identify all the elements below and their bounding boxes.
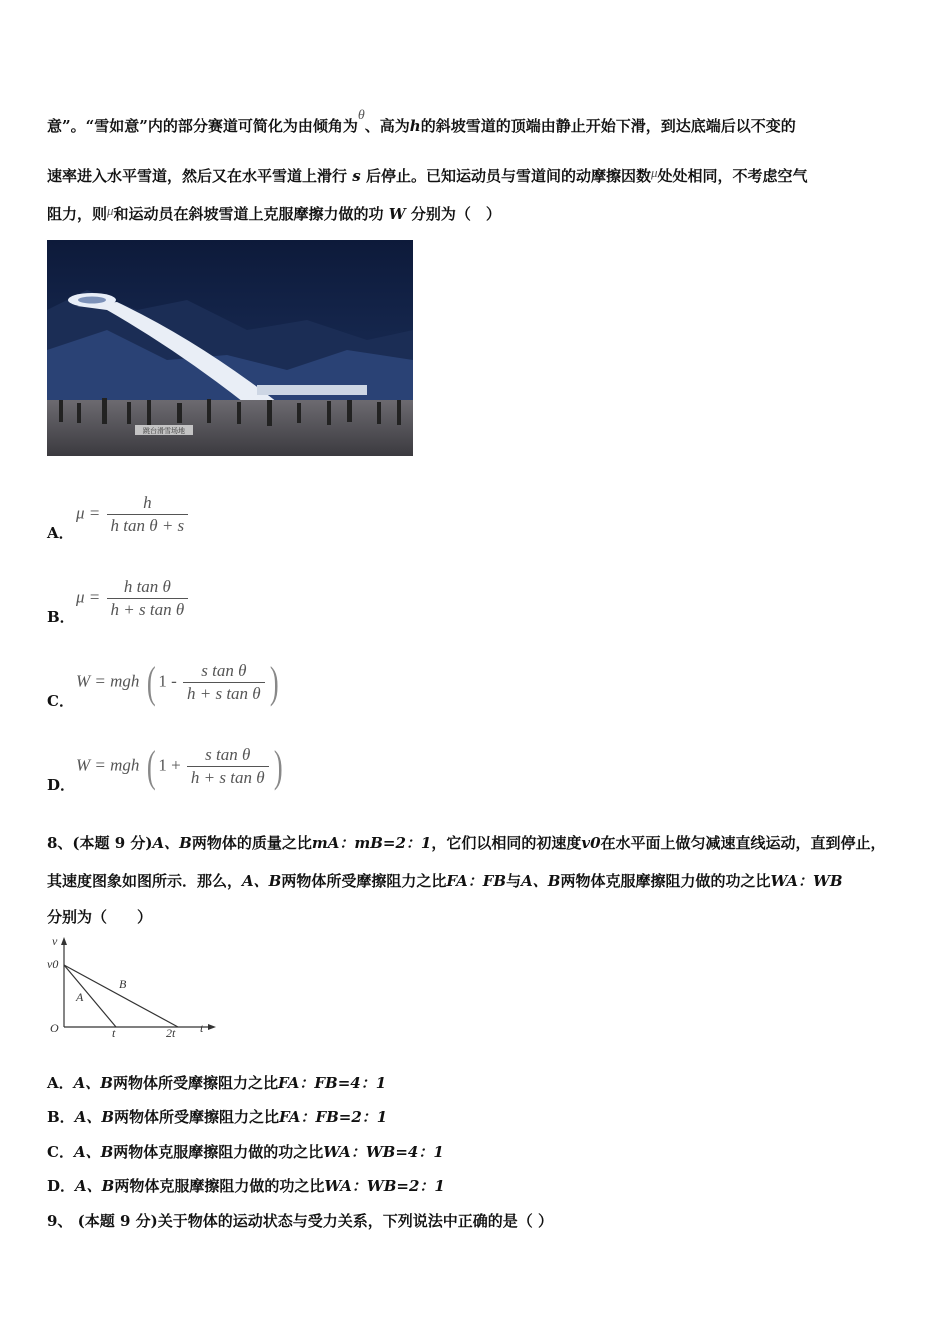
- line-a: [64, 965, 116, 1027]
- theta-symbol: θ: [357, 108, 365, 123]
- q8-stem-line2: 其速度图象如图所示．那么，A、B两物体所受摩擦阻力之比FA：FB与A、B两物体克服摩擦阻力做的功之比WA：WB: [47, 872, 843, 890]
- mu-symbol-2: μ: [107, 203, 114, 218]
- photo-caption: 跳台滑雪场地: [143, 427, 185, 435]
- q8-stem-line3: 分别为（ ）: [47, 908, 153, 926]
- q7-option-b-formula: μ = $\frac{\text{h tan θ}}{\text{h + s tan θ}}$: [76, 576, 190, 621]
- tick-t: t: [112, 1026, 116, 1040]
- q8-option-b: B．A、B两物体所受摩擦阻力之比FA：FB=2：1: [47, 1108, 388, 1126]
- q7-option-c-formula: W = mgh ( 1 - $\frac{\text{s tan θ}}{\text{h + s tan θ}}$ ): [76, 657, 279, 707]
- q7-option-b-label: B．: [47, 608, 75, 626]
- q7-option-a-label: A．: [47, 524, 74, 542]
- q7-option-c-label: C．: [47, 692, 74, 710]
- origin-label: O: [50, 1021, 59, 1035]
- q7-stem-line2: 速率进入水平雪道，然后又在水平雪道上滑行 s 后停止。已知运动员与雪道间的动摩擦因数μ处处相同，不考虑空气: [47, 165, 808, 185]
- q7-option-a-formula: μ = $\frac{h}{\text{h tan θ + s}}$: [76, 492, 190, 537]
- q7-option-d-label: D．: [47, 776, 76, 794]
- label-b: B: [119, 977, 127, 991]
- q9-stem: 9、 (本题 9 分)关于物体的运动状态与受力关系，下列说法中正确的是（ ）: [47, 1212, 553, 1230]
- q8-option-c: C．A、B两物体克服摩擦阻力做的功之比WA：WB=4：1: [47, 1143, 444, 1161]
- q7-option-d-formula: W = mgh ( 1 + $\frac{\text{s tan θ}}{\text{h + s tan θ}}$ ): [76, 741, 283, 791]
- tick-2t: 2t: [166, 1026, 176, 1040]
- label-a: A: [76, 990, 84, 1004]
- q7-stem-line3: 阻力，则μ和运动员在斜坡雪道上克服摩擦力做的功 W 分别为（ ）: [47, 203, 501, 223]
- axis-t-label: t: [200, 1021, 204, 1035]
- q7-stem-line1: 意”。“雪如意”内的部分赛道可简化为由倾角为θ、高为h的斜坡雪道的顶端由静止开始下滑，到达底端后以不变的: [47, 108, 796, 135]
- q8-stem-line1: 8、(本题 9 分)A、B两物体的质量之比mA：mB=2：1，它们以相同的初速度v0在水平面上做匀减速直线运动，直到停止，: [47, 834, 886, 852]
- v0-label: v0: [47, 957, 59, 971]
- mu-symbol: μ: [650, 165, 658, 180]
- axis-v-label: v: [52, 935, 58, 948]
- velocity-time-graph: [44, 935, 219, 1040]
- ski-jump-photo: [47, 240, 413, 456]
- q8-option-d: D．A、B两物体克服摩擦阻力做的功之比WA：WB=2：1: [47, 1177, 445, 1195]
- q8-option-a: A．A、B两物体所受摩擦阻力之比FA：FB=4：1: [47, 1074, 387, 1092]
